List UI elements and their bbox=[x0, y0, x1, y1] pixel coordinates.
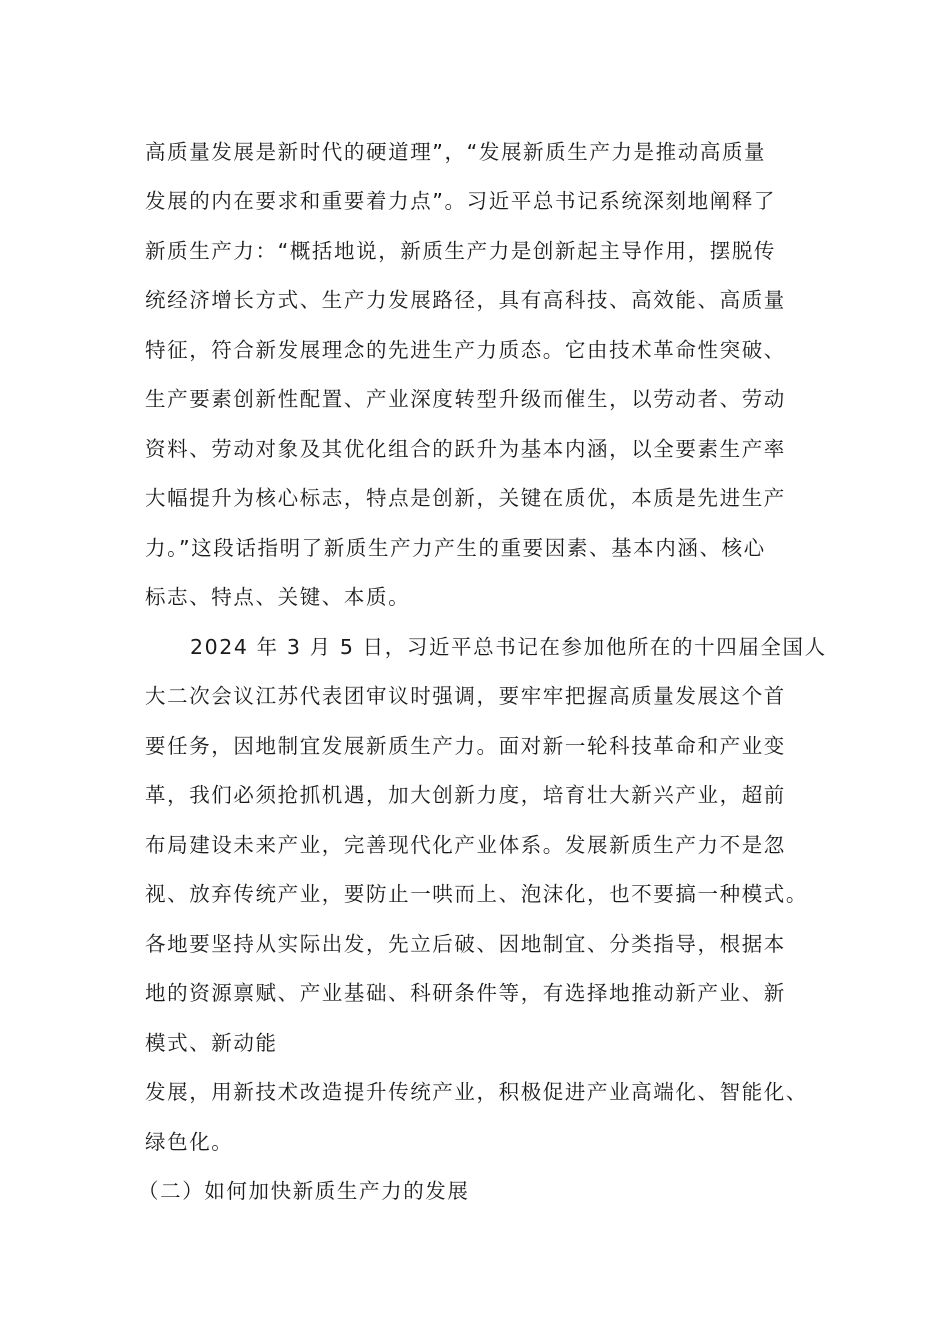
section-heading: （二）如何加快新质生产力的发展 bbox=[138, 1179, 470, 1203]
text-line: 生产要素创新性配置、产业深度转型升级而催生，以劳动者、劳动 bbox=[145, 387, 786, 411]
text-line: 资料、劳动对象及其优化组合的跃升为基本内涵，以全要素生产率 bbox=[145, 437, 786, 461]
text-line: 绿色化。 bbox=[145, 1130, 234, 1154]
text-line: 视、放弃传统产业，要防止一哄而上、泡沫化，也不要搞一种模式。 bbox=[145, 882, 808, 906]
text-line: 大二次会议江苏代表团审议时强调，要牢牢把握高质量发展这个首 bbox=[145, 684, 786, 708]
text-line: 大幅提升为核心标志，特点是创新，关键在质优，本质是先进生产 bbox=[145, 486, 786, 510]
text-line: 高质量发展是新时代的硬道理”，“发展新质生产力是推动高质量 bbox=[145, 140, 767, 164]
text-line: 发展的内在要求和重要着力点”。习近平总书记系统深刻地阐释了 bbox=[145, 189, 777, 213]
text-line: 地的资源禀赋、产业基础、科研条件等，有选择地推动新产业、新 bbox=[145, 981, 786, 1005]
text-line: 统经济增长方式、生产力发展路径，具有高科技、高效能、高质量 bbox=[145, 288, 786, 312]
text-line: 新质生产力：“概括地说，新质生产力是创新起主导作用，摆脱传 bbox=[145, 239, 777, 263]
text-line: 2024 年 3 月 5 日，习近平总书记在参加他所在的十四届全国人 bbox=[190, 635, 827, 659]
text-line: 各地要坚持从实际出发，先立后破、因地制宜、分类指导，根据本 bbox=[145, 932, 786, 956]
text-line: 模式、新动能 bbox=[145, 1031, 278, 1055]
text-line: 特征，符合新发展理念的先进生产力质态。它由技术革命性突破、 bbox=[145, 338, 786, 362]
text-line: 革，我们必须抢抓机遇，加大创新力度，培育壮大新兴产业，超前 bbox=[145, 783, 786, 807]
text-line: 发展，用新技术改造提升传统产业，积极促进产业高端化、智能化、 bbox=[145, 1080, 808, 1104]
text-line: 布局建设未来产业，完善现代化产业体系。发展新质生产力不是忽 bbox=[145, 833, 786, 857]
text-line: 标志、特点、关键、本质。 bbox=[145, 585, 411, 609]
text-line: 要任务，因地制宜发展新质生产力。面对新一轮科技革命和产业变 bbox=[145, 734, 786, 758]
text-line: 力。”这段话指明了新质生产力产生的重要因素、基本内涵、核心 bbox=[145, 536, 766, 560]
